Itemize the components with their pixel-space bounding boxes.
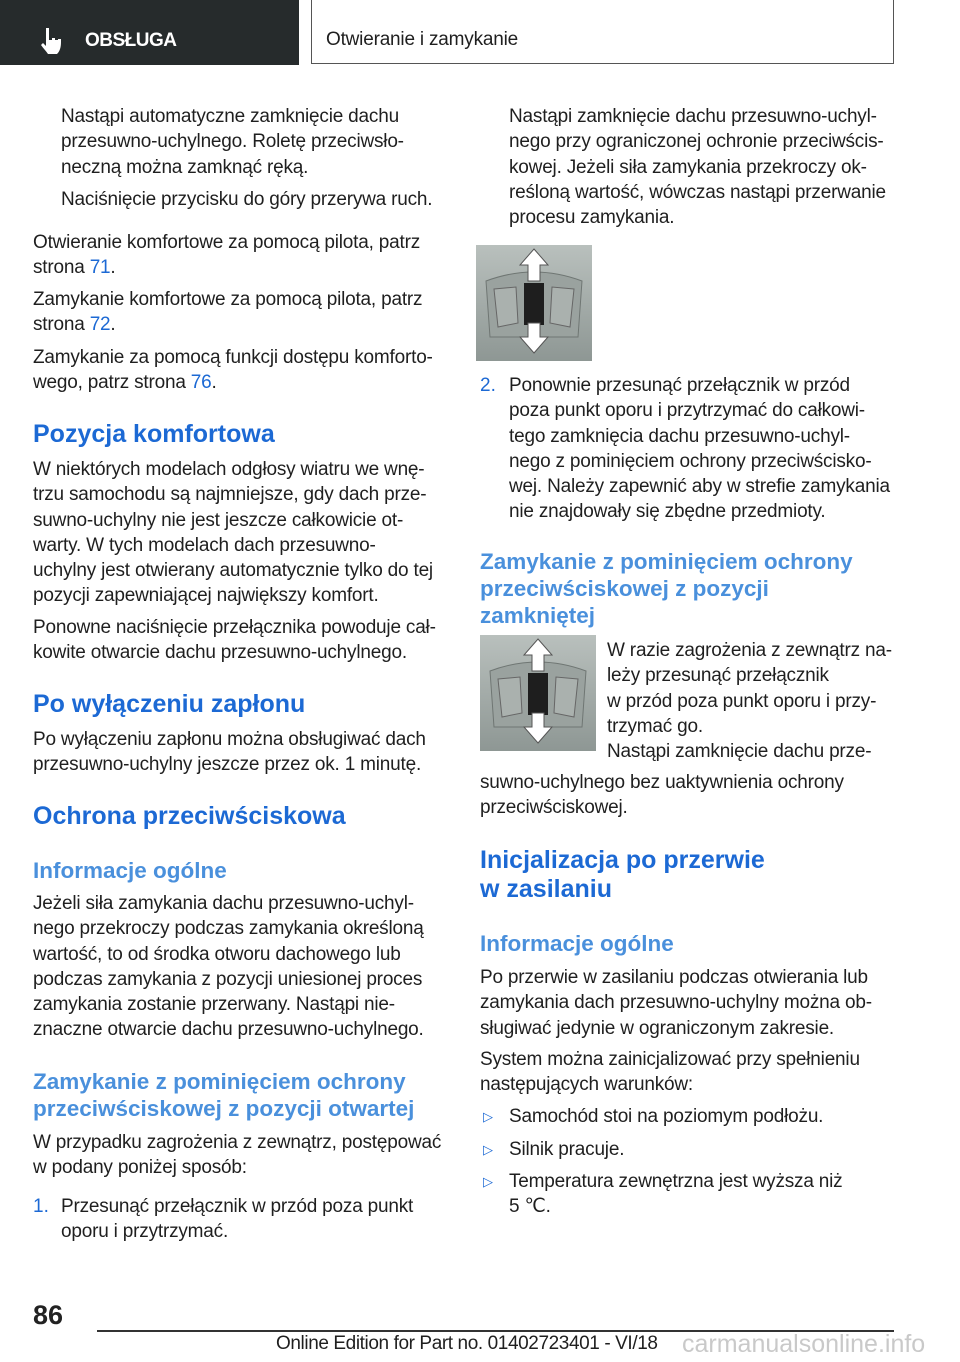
subheading-override-closed: Zamykanie z pominięciem ochrony przeciwściskowej z pozycji zamkniętej [480,549,853,628]
paragraph: W niektórych modelach odgłosy wiatru we wnę- trzu samochodu są najmniejsze, gdy dach prze- suwno-uchylny nie jest jeszcze całkowicie ot- warty. W tych modelach dach przesuwno- uchylny jest otwierany automatycznie tylko do tej pozycji zapewniającej największy komfort. [33,459,433,607]
heading-after-ignition-off: Po wyłączeniu zapłonu [33,690,306,718]
heading-pinch-protection: Ochrona przeciwściskowa [33,802,346,830]
sunroof-switch-image [476,245,592,361]
subheading-general-info: Informacje ogólne [480,931,674,956]
page-number: 86 [33,1300,64,1330]
step-text: Przesunąć przełącznik w przód poza punkt oporu i przytrzymać. [61,1196,414,1243]
hand-pointer-icon [40,27,64,55]
reference-text: Zamykanie komfortowe za pomocą pilota, patrz strona [33,289,423,336]
page-link[interactable]: 72 [89,314,111,336]
reference-text: Zamykanie za pomocą funkcji dostępu komforto- wego, patrz strona [33,347,433,394]
cross-reference: Otwieranie komfortowe za pomocą pilota, patrz strona 71. [33,232,421,279]
paragraph: Jeżeli siła zamykania dachu przesuwno-uchyl- nego przekroczy podczas zamykania określoną wartość, to od środka otworu dachowego lub podczas zamykania z pozycji uniesionej proces zamykania zostanie przerwany. Nastąpi nie- znaczne otwarcie dachu przesuwno-uchylnego. [33,893,424,1041]
bullet-triangle-icon: ▷ [483,1109,493,1124]
paragraph: suwno-uchylnego bez uaktywnienia ochrony przeciwściskowej. [480,772,844,819]
paragraph: W przypadku zagrożenia z zewnątrz, postępować w podany poniżej sposób: [33,1132,442,1179]
list-item: Samochód stoi na poziomym podłożu. [509,1106,824,1127]
chapter-title: Otwieranie i zamykanie [326,29,519,50]
chapter-header [311,0,894,64]
step-text: Ponownie przesunąć przełącznik w przód poza punkt oporu i przytrzymać do całkowi- tego zamknięcia dachu przesuwno-uchyl- nego z pominięciem ochrony przeciwściskо- wej. Należy zapewnić aby w strefie zamykania nie znajdowały się zbędne przedmioty. [509,375,890,523]
paragraph: Naciśnięcie przycisku do góry przerywa ruch. [61,189,433,210]
bullet-triangle-icon: ▷ [483,1174,493,1189]
paragraph: Po wyłączeniu zapłonu można obsługiwać dach przesuwno-uchylny jeszcze przez ok. 1 minutę. [33,729,426,776]
reference-text: Otwieranie komfortowe za pomocą pilota, patrz strona [33,232,421,279]
section-tab [0,0,299,65]
subheading-override-open: Zamykanie z pominięciem ochrony przeciwściskowej z pozycji otwartej [33,1069,415,1121]
cross-reference: Zamykanie komfortowe za pomocą pilota, patrz strona 72. [33,289,423,336]
paragraph: Ponowne naciśnięcie przełącznika powoduje cał- kowite otwarcie dachu przesuwno-uchylnego. [33,617,436,664]
paragraph: Nastąpi automatyczne zamknięcie dachu przesuwno-uchylnego. Roletę przeciwsło- neczną można zamknąć ręką. [61,106,404,178]
heading-initialization: Inicjalizacja po przerwie w zasilaniu [480,846,765,903]
paragraph: Po przerwie w zasilaniu podczas otwierania lub zamykania dach przesuwno-uchylny można ob- sługiwać jedynie w ograniczonym zakresie. [480,967,872,1039]
section-label: OBSŁUGA [85,30,177,51]
list-item: Temperatura zewnętrzna jest wyższa niż 5 ℃. [509,1171,843,1218]
list-item: Silnik pracuje. [509,1139,625,1160]
step-number: 1. [33,1196,49,1217]
paragraph: System można zainicjalizować przy spełnieniu następujących warunków: [480,1049,860,1096]
subheading-general-info: Informacje ogólne [33,858,227,883]
page-link[interactable]: 76 [190,372,212,394]
paragraph: W razie zagrożenia z zewnątrz na- leży przesunąć przełącznik w przód poza punkt oporu i przy- trzymać go. Nastąpi zamknięcie dachu prze- [607,640,892,763]
watermark: carmanualsonline.info [682,1330,926,1358]
cross-reference: Zamykanie za pomocą funkcji dostępu komforto- wego, patrz strona 76. [33,347,433,394]
bullet-triangle-icon: ▷ [483,1142,493,1157]
step-number: 2. [480,375,496,396]
edition-text: Online Edition for Part no. 01402723401 - VI/18 [276,1333,658,1354]
page-link[interactable]: 71 [89,257,111,279]
sunroof-switch-image [480,635,596,751]
paragraph: Nastąpi zamknięcie dachu przesuwno-uchyl- nego przy ograniczonej ochronie przeciwścis- kowej. Jeżeli siła zamykania przekroczy ok- reśloną wartość, wówczas nastąpi przerwanie procesu zamykania. [509,106,886,229]
heading-comfort-position: Pozycja komfortowa [33,420,275,448]
